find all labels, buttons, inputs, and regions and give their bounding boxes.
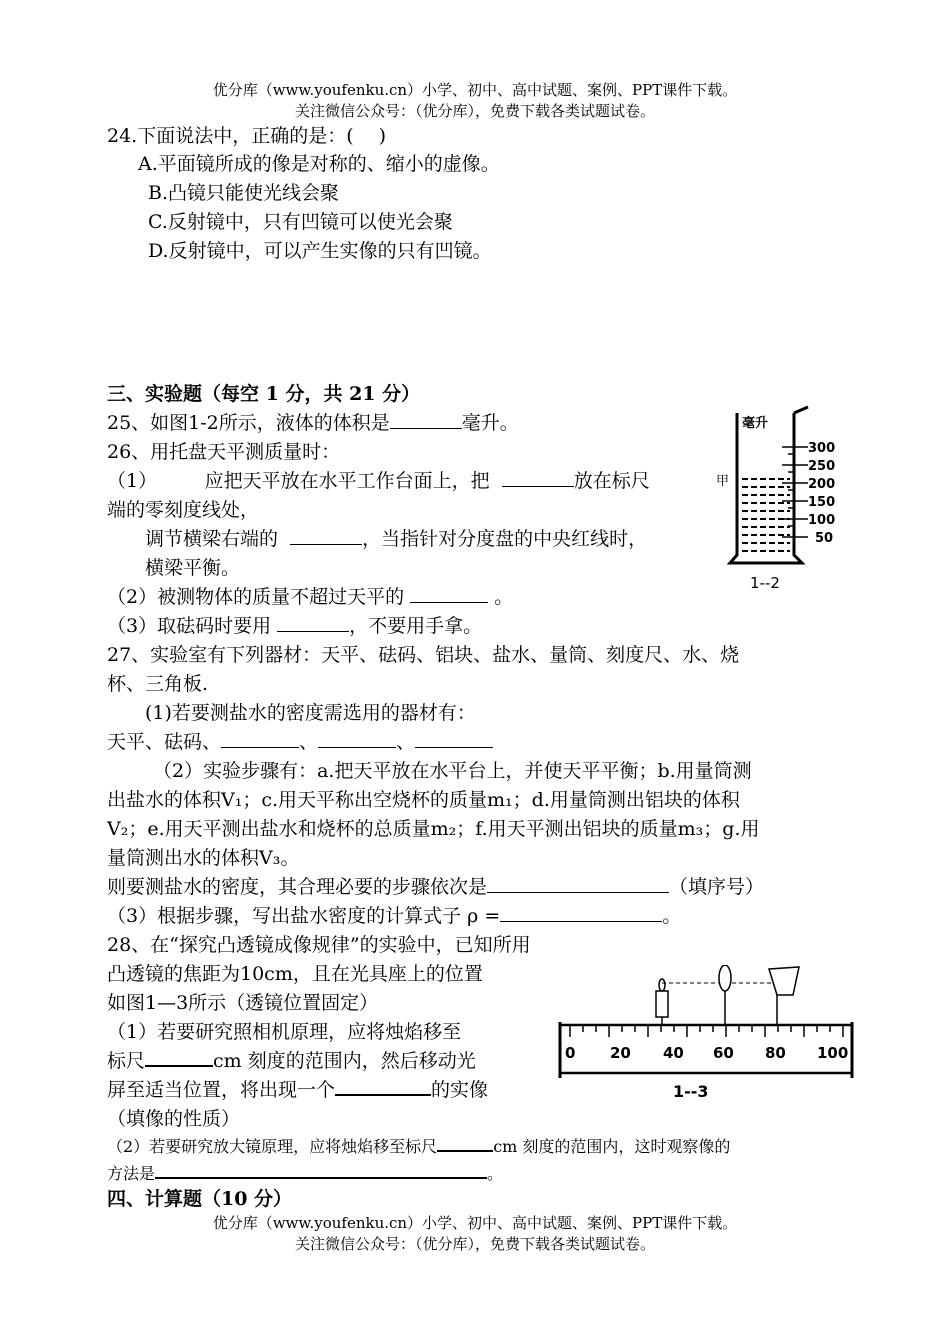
q28-blank-1[interactable] [145, 1047, 213, 1067]
q25-line [107, 408, 519, 435]
q28-blank-2[interactable] [335, 1076, 431, 1096]
q28-line-8 [107, 1134, 730, 1157]
q26-part2-line [107, 582, 513, 609]
q26-part3-line [107, 611, 482, 638]
q26-part2-text: （2）被测物体的质量不超过天平的 [107, 586, 405, 608]
q24-option-a: A.平面镜所成的像是对称的、缩小的虚像。 [138, 153, 500, 175]
q25-text: 25、如图1-2所示，液体的体积是 [107, 412, 390, 434]
q27-line-7: V₂；e.用天平测出盐水和烧杯的总质量m₂；f.用天平测出铝块的质量m₃；g.用 [107, 818, 760, 840]
footer-line-2: 关注微信公众号：（优分库），免费下载各类试题试卷。 [294, 1235, 655, 1253]
q26-part1-line2: 端的零刻度线处， [107, 499, 260, 521]
footer-line-1: 优分库（www.youfenku.cn）小学、初中、高中试题、案例、PPT课件下载。 [212, 1214, 738, 1232]
q26-part1-text-d: 调节横梁右端的 [145, 528, 279, 550]
q27-blank-1[interactable] [221, 729, 299, 748]
cylinder-tick-250: 250 [808, 459, 836, 474]
q26-part2-end: 。 [494, 586, 514, 608]
cylinder-unit-label: 毫升 [742, 416, 769, 431]
q26-part1-line4: 横梁平衡。 [145, 557, 241, 579]
q27-blank-3[interactable] [415, 729, 493, 748]
q26-part1-line [107, 466, 650, 493]
q26-part3-end: ，不要用手拿。 [349, 615, 483, 637]
header-line-2: 关注微信公众号：（优分库），免费下载各类试题试卷。 [294, 102, 655, 120]
q26-blank-3[interactable] [410, 584, 488, 603]
q26-stem: 26、用托盘天平测质量时： [107, 441, 341, 463]
candle [656, 979, 668, 1025]
q24-stem: 24.下面说法中，正确的是：( ) [107, 125, 387, 147]
q27-order-text: 则要测盐水的密度，其合理必要的步骤依次是 [107, 876, 488, 898]
cylinder-tick-50: 50 [815, 531, 834, 546]
q25-blank[interactable] [390, 410, 462, 429]
section-3-title: 三、实验题（每空 1 分，共 21 分） [107, 383, 421, 405]
q27-blank-formula[interactable] [500, 903, 662, 922]
q28-line-1: 28、在“探究凸透镜成像规律”的实验中，已知所用 [107, 934, 531, 956]
q24-option-d: D.反射镜中，可以产生实像的只有凹镜。 [148, 240, 492, 262]
q28-line-3: 如图1—3所示（透镜位置固定） [107, 992, 379, 1014]
q26-part1-text-e: ，当指针对分度盘的中央红线时， [362, 528, 648, 550]
bench-ruler-ticks [570, 1025, 843, 1037]
section-4-title: 四、计算题（10 分） [107, 1188, 293, 1210]
q28-line-7: （填像的性质） [107, 1108, 241, 1130]
cylinder-tick-200: 200 [808, 477, 836, 492]
figure-1-3-caption: 1--3 [673, 1082, 709, 1101]
q28-line-6 [107, 1075, 488, 1102]
q27-line-1: 27、实验室有下列器材：天平、砝码、铝块、盐水、量筒、刻度尺、水、烧 [107, 644, 740, 666]
cylinder-tick-150: 150 [808, 495, 836, 510]
q26-blank-2[interactable] [290, 526, 362, 545]
bench-tick-80: 80 [765, 1044, 786, 1062]
q27-blank-order[interactable] [487, 874, 669, 893]
q28-scale-text: 标尺 [107, 1050, 146, 1072]
q28-line-2: 凸透镜的焦距为10cm，且在光具座上的位置 [107, 963, 483, 985]
q28-scale-text-b: cm 刻度的范围内，然后移动光 [213, 1050, 476, 1072]
q28-line-4: （1）若要研究照相机原理，应将烛焰移至 [107, 1021, 462, 1043]
q28-blank-3[interactable] [437, 1135, 493, 1152]
q25-unit: 毫升。 [461, 412, 519, 434]
light-screen [769, 967, 799, 1025]
q26-blank-1[interactable] [502, 468, 574, 487]
q28-line-5 [107, 1046, 476, 1073]
graduated-cylinder-figure [712, 405, 852, 595]
q26-blank-4[interactable] [277, 613, 349, 632]
q27-sep-2: 、 [396, 731, 416, 753]
q28-image-text: 屏至适当位置，将出现一个 [107, 1079, 336, 1101]
q27-materials-text: 天平、砝码、 [107, 731, 222, 753]
q27-formula-end: 。 [662, 905, 682, 927]
q27-line-2: 杯、三角板. [107, 673, 209, 695]
bench-tick-60: 60 [713, 1044, 734, 1062]
cylinder-side-label: 甲 [716, 474, 730, 489]
q27-order-hint: （填序号） [669, 876, 765, 898]
q27-line-8: 量筒测出水的体积V₃。 [107, 847, 300, 869]
cylinder-spout [794, 407, 808, 413]
q27-line-3: (1)若要测盐水的密度需选用的器材有： [145, 702, 476, 724]
cylinder-liquid [742, 479, 790, 551]
q27-sep-1: 、 [299, 731, 319, 753]
q28-magnifier-text-b: cm 刻度的范围内，这时观察像的 [493, 1137, 731, 1156]
header-line-1: 优分库（www.youfenku.cn）小学、初中、高中试题、案例、PPT课件下载。 [212, 81, 738, 99]
bench-tick-0: 0 [565, 1044, 576, 1062]
q26-part3-text: （3）取砝码时要用 [107, 615, 272, 637]
q28-magnifier-text: （2）若要研究放大镜原理，应将烛焰移至标尺 [107, 1137, 438, 1156]
bench-tick-100: 100 [817, 1044, 849, 1062]
bench-tick-20: 20 [610, 1044, 631, 1062]
q27-blank-2[interactable] [318, 729, 396, 748]
cylinder-tick-100: 100 [808, 513, 836, 528]
q28-line-9 [107, 1161, 503, 1184]
q24-option-b: B.凸镜只能使光线会聚 [148, 182, 340, 204]
q27-formula-text: （3）根据步骤，写出盐水密度的计算式子 ρ = [107, 905, 501, 927]
q26-part1-text-b: 放在标尺 [573, 470, 650, 492]
q26-part1-line3 [145, 524, 647, 551]
q27-line-6: 出盐水的体积V₁；c.用天平称出空烧杯的质量m₁；d.用量筒测出铝块的体积 [107, 789, 740, 811]
q27-line-10 [107, 901, 681, 928]
q28-image-text-b: 的实像 [431, 1079, 489, 1101]
q27-line-4 [107, 727, 493, 754]
optical-bench-figure [555, 965, 855, 1105]
q27-line-9 [107, 872, 764, 899]
q27-line-5: （2）实验步骤有：a.把天平放在水平台上，并使天平平衡；b.用量筒测 [153, 760, 752, 782]
bench-tick-40: 40 [663, 1044, 684, 1062]
convex-lens [719, 965, 731, 1025]
q26-part1-text: （1） 应把天平放在水平工作台面上，把 [107, 470, 490, 492]
q28-method-end: 。 [487, 1164, 504, 1183]
q28-blank-4[interactable] [155, 1162, 487, 1179]
figure-1-2-caption: 1--2 [750, 574, 780, 592]
q24-option-c: C.反射镜中，只有凹镜可以使光会聚 [148, 211, 453, 233]
cylinder-tick-300: 300 [808, 441, 836, 456]
q28-method-text: 方法是 [107, 1164, 156, 1183]
